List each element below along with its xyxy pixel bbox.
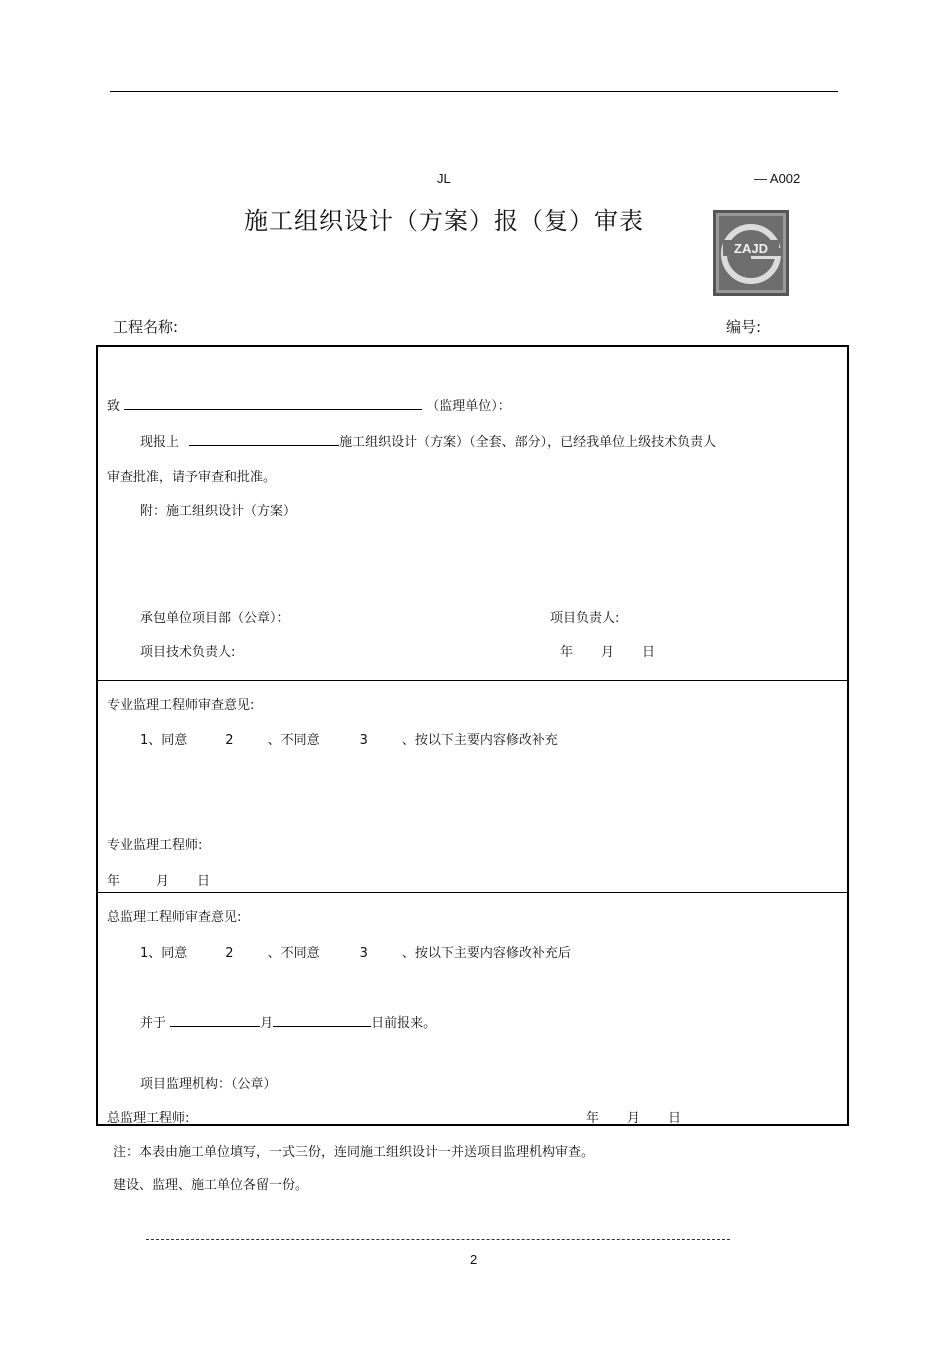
date-day: 日 bbox=[642, 645, 656, 660]
supervisor-unit-blank[interactable] bbox=[124, 396, 422, 410]
option-agree: 1、同意 bbox=[140, 946, 188, 961]
serial-number-label: 编号: bbox=[726, 318, 762, 336]
report-text: 施工组织设计（方案）（全套、部分），已经我单位上级技术负责人 bbox=[339, 435, 717, 450]
section-divider bbox=[98, 892, 847, 893]
option-agree: 1、同意 bbox=[140, 733, 188, 748]
page-number: 2 bbox=[470, 1252, 478, 1267]
date-month: 月 bbox=[156, 874, 170, 889]
chief-options bbox=[140, 942, 571, 961]
date-year: 年 bbox=[586, 1111, 600, 1126]
to-label: 致 bbox=[107, 399, 121, 414]
specialist-opinion-heading: 专业监理工程师审查意见: bbox=[107, 698, 255, 713]
option-2-number: 2 bbox=[225, 733, 234, 748]
tech-leader-label: 项目技术负责人: bbox=[140, 645, 236, 660]
report-line bbox=[140, 431, 716, 450]
form-code-suffix: — A002 bbox=[754, 171, 801, 186]
supervision-org-seal-label: 项目监理机构：（公章） bbox=[140, 1077, 277, 1092]
date-year: 年 bbox=[107, 874, 121, 889]
option-disagree: 、不同意 bbox=[267, 946, 320, 961]
submission-to-line bbox=[107, 395, 511, 414]
date-year: 年 bbox=[560, 645, 574, 660]
section-divider bbox=[98, 680, 847, 681]
logo-text: ZAJD bbox=[734, 241, 768, 256]
date-month: 月 bbox=[601, 645, 615, 660]
form-code-prefix: JL bbox=[437, 171, 451, 186]
project-leader-label: 项目负责人: bbox=[550, 611, 620, 626]
contractor-dept-seal-label: 承包单位项目部（公章）： bbox=[140, 611, 290, 626]
resubmit-prefix: 并于 bbox=[140, 1016, 167, 1031]
specialist-options bbox=[140, 729, 558, 748]
option-disagree: 、不同意 bbox=[267, 733, 320, 748]
option-2-number: 2 bbox=[225, 946, 234, 961]
specialist-engineer-label: 专业监理工程师: bbox=[107, 838, 203, 853]
report-line-2: 审查批准，请予审查和批准。 bbox=[107, 470, 277, 485]
resubmit-day-blank[interactable] bbox=[273, 1013, 371, 1027]
top-rule bbox=[110, 91, 838, 92]
resubmit-suffix: 日前报来。 bbox=[371, 1016, 437, 1031]
resubmit-month: 月 bbox=[260, 1016, 274, 1031]
chief-opinion-heading: 总监理工程师审查意见: bbox=[107, 910, 242, 925]
date-day: 日 bbox=[668, 1111, 682, 1126]
note-line-2: 建设、监理、施工单位各留一份。 bbox=[113, 1178, 309, 1193]
review-form-table bbox=[96, 345, 849, 1126]
date-month: 月 bbox=[627, 1111, 641, 1126]
zajd-logo-icon bbox=[713, 210, 789, 296]
option-3-number: 3 bbox=[359, 946, 368, 961]
date-day: 日 bbox=[197, 874, 211, 889]
page-title: 施工组织设计（方案）报（复）审表 bbox=[244, 207, 644, 235]
attachment-label: 附：施工组织设计（方案） bbox=[140, 504, 297, 519]
option-revise: 、按以下主要内容修改补充后 bbox=[401, 946, 571, 961]
report-content-blank[interactable] bbox=[189, 432, 339, 446]
resubmit-line bbox=[140, 1012, 436, 1031]
section1-date bbox=[560, 641, 655, 660]
section3-date bbox=[586, 1107, 681, 1126]
supervisor-unit-label: （监理单位）： bbox=[426, 399, 511, 414]
resubmit-month-blank[interactable] bbox=[170, 1013, 260, 1027]
option-3-number: 3 bbox=[359, 733, 368, 748]
report-prefix: 现报上 bbox=[140, 435, 180, 450]
option-revise: 、按以下主要内容修改补充 bbox=[401, 733, 558, 748]
section2-date bbox=[107, 870, 210, 889]
project-name-label: 工程名称: bbox=[113, 318, 179, 336]
chief-engineer-label: 总监理工程师: bbox=[107, 1111, 190, 1126]
footer-dashed-rule bbox=[146, 1239, 730, 1240]
note-line-1: 注：本表由施工单位填写，一式三份，连同施工组织设计一并送项目监理机构审查。 bbox=[113, 1145, 595, 1160]
